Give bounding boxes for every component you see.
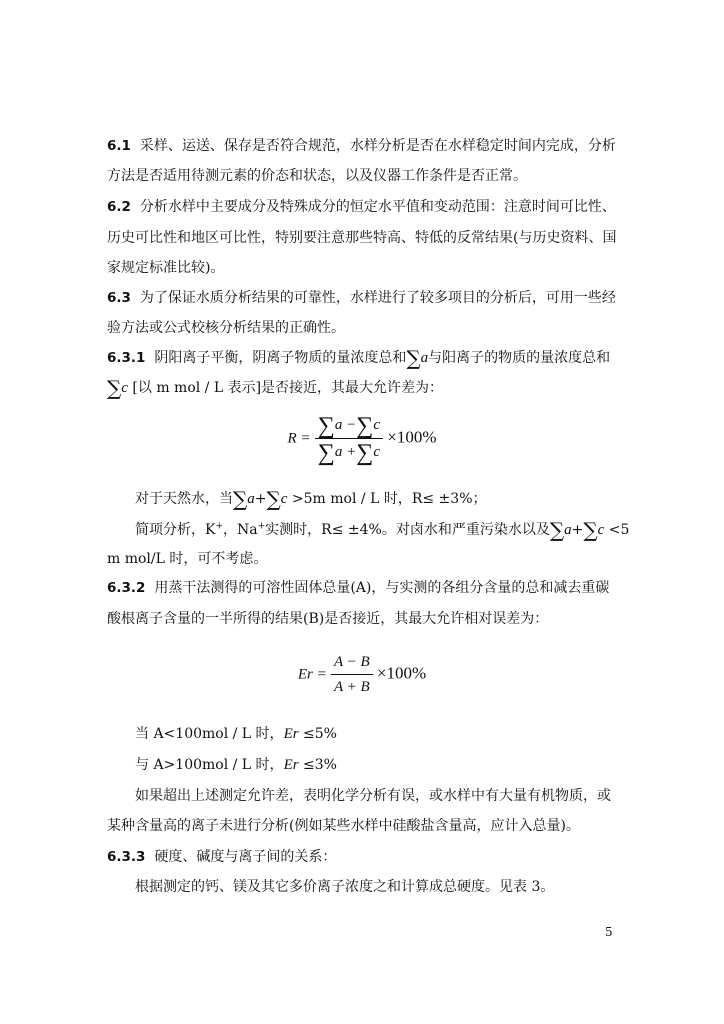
s632-c1a: 当 A<100mol / L 时， bbox=[135, 726, 284, 742]
page-number: 5 bbox=[605, 925, 613, 939]
s631-text-1a: 阴阳离子平衡，阴离子物质的量浓度总和 bbox=[154, 350, 407, 366]
sum-symbol: ∑ bbox=[233, 487, 248, 511]
s633-number: 6.3.3 bbox=[107, 849, 146, 865]
s631-number: 6.3.1 bbox=[107, 350, 146, 366]
plus-sign: + bbox=[254, 491, 267, 507]
s632-number: 6.3.2 bbox=[107, 580, 146, 596]
s632-text-1: 用蒸干法测得的可溶性固体总量(A)，与实测的各组分含量的总和减去重碳 bbox=[154, 580, 610, 596]
s632-c2a: 与 A>100mol / L 时， bbox=[135, 757, 284, 773]
sum-symbol: ∑ bbox=[317, 440, 335, 466]
superscript-plus: + bbox=[257, 521, 266, 532]
s63-line-1 bbox=[107, 288, 622, 308]
s632-c1c: ≤5% bbox=[298, 726, 337, 742]
s63-text-1: 为了保证水质分析结果的可靠性，水样进行了较多项目的分析后，可用一些经 bbox=[139, 290, 616, 306]
s631-p2b: ，Na bbox=[223, 522, 258, 538]
s61-line-1 bbox=[107, 136, 622, 156]
var-c: c bbox=[597, 522, 605, 538]
s631-line-1 bbox=[107, 348, 622, 368]
formula-er-denominator: A + B bbox=[331, 674, 373, 697]
formula-r-numerator bbox=[315, 414, 383, 438]
s62-number: 6.2 bbox=[107, 199, 131, 215]
sum-symbol: ∑ bbox=[107, 376, 122, 400]
formula-er-numerator: A − B bbox=[333, 654, 370, 670]
s631-para-2 bbox=[135, 518, 630, 542]
s632-text-2: 酸根离子含量的一半所得的结果(B)是否接近，其最大允许相对误差为： bbox=[107, 611, 549, 627]
s631-p2c: 实测时，R≤ ±4%。对卤水和严重污染水以及 bbox=[265, 522, 550, 538]
s62-line-1 bbox=[107, 197, 622, 217]
s63-number: 6.3 bbox=[107, 290, 131, 306]
s62-text-3: 家规定标准比较)。 bbox=[107, 260, 225, 276]
var-a: a bbox=[564, 522, 572, 538]
formula-r-rhs: ×100% bbox=[387, 427, 437, 447]
var-c: c bbox=[280, 491, 288, 507]
s631-line-2 bbox=[107, 378, 622, 398]
formula-er-fraction bbox=[331, 652, 373, 697]
s632-condition-2 bbox=[135, 755, 622, 775]
s632-para-2: 某种含量高的离子未进行分析(例如某些水样中硅酸盐含量高，应计入总量)。 bbox=[107, 818, 580, 834]
var-a: a bbox=[247, 491, 255, 507]
s61-number: 6.1 bbox=[107, 138, 131, 154]
plus-sign: + bbox=[571, 522, 584, 538]
s631-text-2b: [以 m mol / L 表示]是否接近，其最大允许差为： bbox=[132, 380, 444, 396]
s632-para-1: 如果超出上述测定允许差，表明化学分析有误，或水样中有大量有机物质，或 bbox=[135, 788, 611, 804]
s62-text-1: 分析水样中主要成分及特殊成分的恒定水平值和变动范围：注意时间可比性、 bbox=[139, 199, 616, 215]
var-c: c bbox=[121, 380, 128, 396]
s631-p1b: >5m mol / L 时，R≤ ±3%； bbox=[291, 491, 487, 507]
s632-c1b: Er bbox=[283, 726, 299, 742]
formula-r-fraction bbox=[315, 413, 383, 466]
var-a: a bbox=[420, 350, 429, 366]
formula-er bbox=[0, 652, 724, 697]
var-c: c bbox=[373, 444, 381, 460]
formula-r-lhs: R = bbox=[287, 430, 311, 447]
formula-er-lhs: Er = bbox=[297, 666, 327, 683]
s631-p2a: 简项分析，K bbox=[135, 522, 216, 538]
s632-line-1 bbox=[107, 578, 622, 598]
s633-line-1 bbox=[107, 847, 622, 867]
formula-r bbox=[0, 413, 724, 466]
sum-symbol: ∑ bbox=[406, 346, 421, 370]
s631-text-1b: 与阳离子的物质的量浓度总和 bbox=[428, 350, 611, 366]
s63-text-2: 验方法或公式校核分析结果的正确性。 bbox=[107, 320, 345, 336]
s61-text-1: 采样、运送、保存是否符合规范，水样分析是否在水样稳定时间内完成，分析 bbox=[139, 138, 616, 154]
sum-symbol: ∑ bbox=[549, 518, 565, 542]
s631-p1a: 对于天然水，当 bbox=[135, 491, 233, 507]
formula-r-denominator bbox=[315, 438, 383, 466]
s631-para-1 bbox=[135, 489, 622, 509]
sum-symbol: ∑ bbox=[356, 413, 374, 439]
s631-p2d: <5 bbox=[608, 522, 630, 538]
formula-r-num-mid: a − bbox=[334, 417, 357, 433]
s633-text-1: 硬度、碱度与离子间的关系： bbox=[154, 849, 337, 865]
s632-condition-1 bbox=[135, 724, 622, 744]
s632-c2b: Er bbox=[283, 757, 299, 773]
s61-text-2: 方法是否适用待测元素的价态和状态，以及仪器工作条件是否正常。 bbox=[107, 168, 527, 184]
formula-er-rhs: ×100% bbox=[376, 663, 427, 683]
s62-text-2: 历史可比性和地区可比性，特别要注意那些特高、特低的反常结果(与历史资料、国 bbox=[107, 230, 617, 246]
s631-para-3: m mol/L 时，可不考虑。 bbox=[107, 551, 268, 567]
sum-symbol: ∑ bbox=[317, 413, 335, 439]
sum-symbol: ∑ bbox=[356, 440, 374, 466]
formula-r-den-mid: a + bbox=[334, 444, 357, 460]
s632-c2c: ≤3% bbox=[298, 757, 337, 773]
sum-symbol: ∑ bbox=[266, 487, 281, 511]
superscript-plus: + bbox=[215, 521, 224, 532]
var-c: c bbox=[373, 417, 381, 433]
sum-symbol: ∑ bbox=[583, 518, 598, 542]
s633-text-2: 根据测定的钙、镁及其它多价离子浓度之和计算成总硬度。见表 3。 bbox=[135, 879, 555, 895]
